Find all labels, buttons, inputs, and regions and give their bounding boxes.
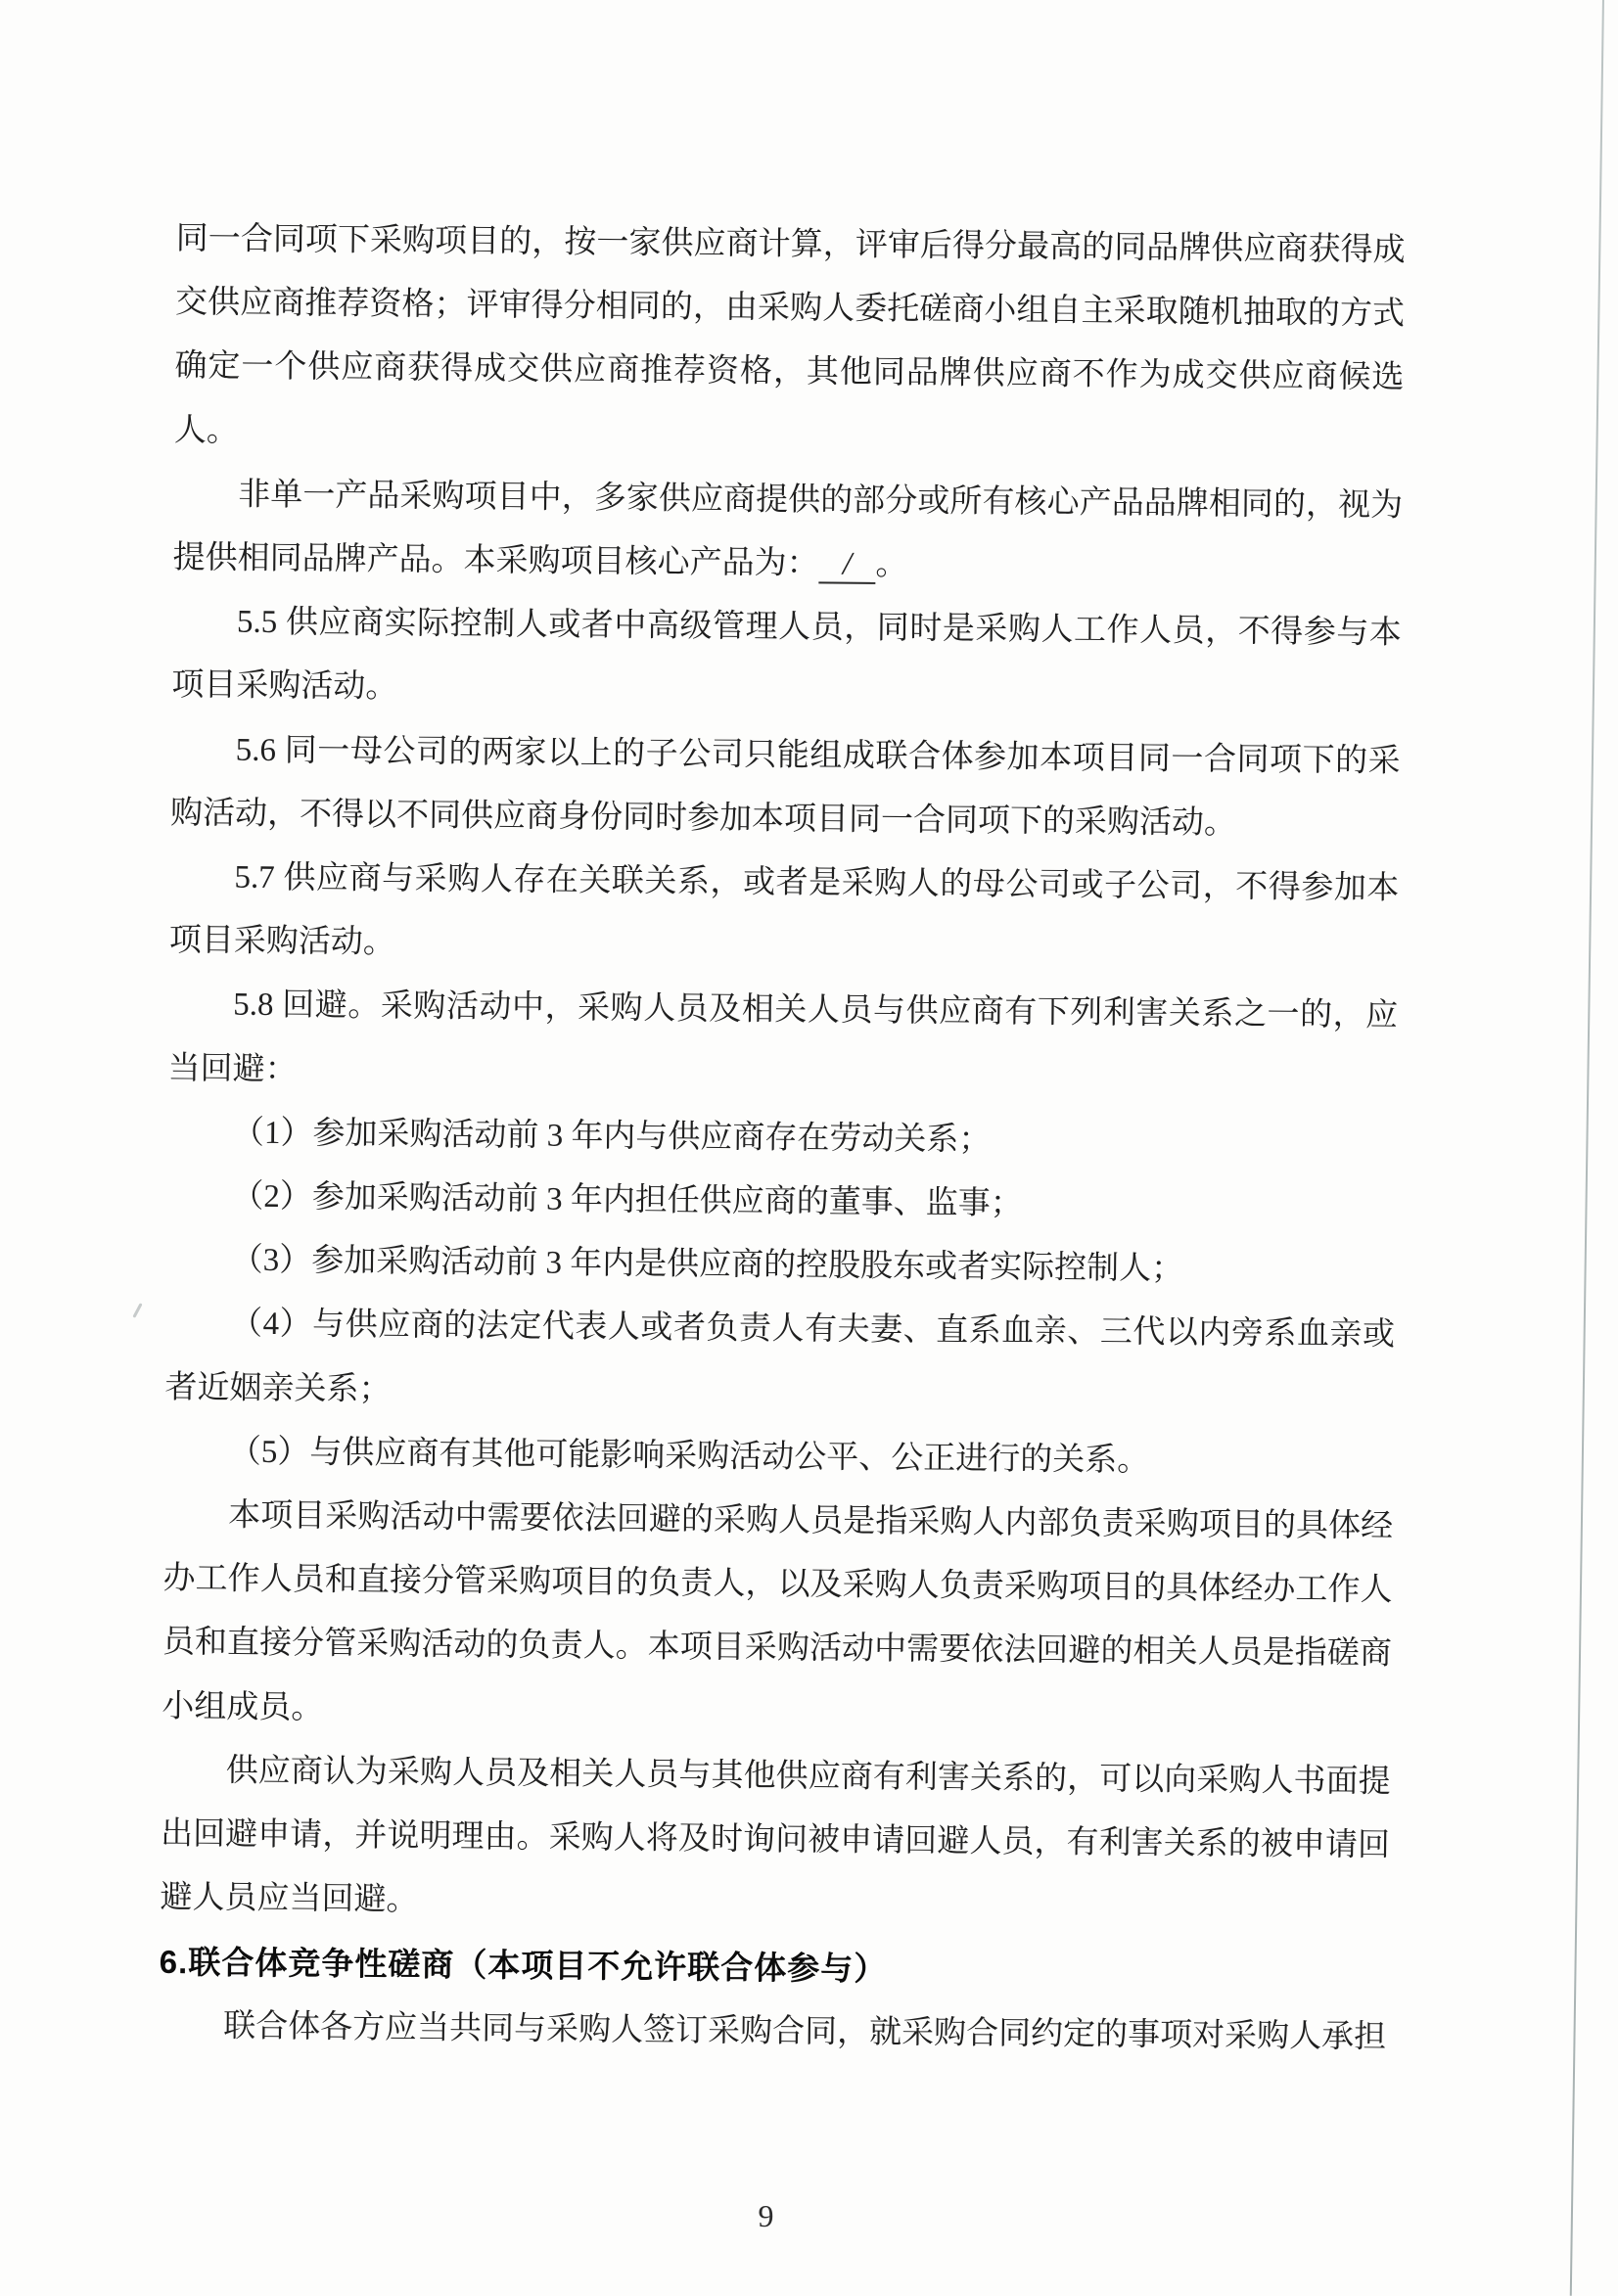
paragraph-recusal-personnel-definition: 本项目采购活动中需要依法回避的采购人员是指采购人内部负责采购项目的具体经办工作人员和直接分管采购项目的负责人，以及采购人负责采购项目的具体经办工作人员和直接分管采购活动的负责人。本项目采购活动中需要依法回避的相关人员是指磋商小组成员。 bbox=[162, 1497, 1394, 1726]
scan-artifact-speck bbox=[132, 1303, 142, 1318]
heading-section-6-consortium: 6.联合体竞争性磋商（本项目不允许联合体参与） bbox=[159, 1944, 888, 1988]
list-item-3: （3）参加采购活动前 3 年内是供应商的控股股东或者实际控制人； bbox=[230, 1242, 1184, 1288]
page-number: 9 bbox=[758, 2198, 774, 2233]
clause-5-5: 5.5 供应商实际控制人或者中高级管理人员，同时是采购人工作人员，不得参与本项目采购活动。 bbox=[171, 604, 1403, 706]
document-text-block bbox=[159, 207, 1406, 2070]
core-product-text-before: 非单一产品采购项目中，多家供应商提供的部分或所有核心产品品牌相同的，视为提供相同品牌产品。本采购项目核心产品为： bbox=[172, 477, 1404, 582]
paragraph-consortium-contract: 联合体各方应当共同与采购人签订采购合同，就采购合同约定的事项对采购人承担 bbox=[222, 2008, 1387, 2055]
list-item-2: （2）参加采购活动前 3 年内担任供应商的董事、监事； bbox=[231, 1178, 1023, 1222]
list-item-4: （4）与供应商的法定代表人或者负责人有夫妻、直系血亲、三代以内旁系血亲或者近姻亲关系； bbox=[164, 1307, 1396, 1407]
scan-artifact-edge-line bbox=[1570, 0, 1604, 2296]
paragraph-core-product bbox=[172, 463, 1403, 602]
core-product-blank-slash: / bbox=[818, 546, 875, 584]
paragraph-continuation-same-contract: 同一合同项下采购项目的，按一家供应商计算，评审后得分最高的同品牌供应商获得成交供应商推荐资格；评审得分相同的，由采购人委托磋商小组自主采取随机抽取的方式确定一个供应商获得成交供应商推荐资格，其他同品牌供应商不作为成交供应商候选人。 bbox=[173, 220, 1406, 449]
clause-5-6: 5.6 同一母公司的两家以上的子公司只能组成联合体参加本项目同一合同项下的采购活动，不得以不同供应商身份同时参加本项目同一合同项下的采购活动。 bbox=[169, 732, 1401, 842]
core-product-text-after: 。 bbox=[875, 546, 908, 583]
paragraph-recusal-application: 供应商认为采购人员及相关人员与其他供应商有利害关系的，可以向采购人书面提出回避申请，并说明理由。采购人将及时询问被申请回避人员，有利害关系的被申请回避人员应当回避。 bbox=[160, 1753, 1391, 1918]
clause-5-7: 5.7 供应商与采购人存在关联关系，或者是采购人的母公司或子公司，不得参加本项目采购活动。 bbox=[168, 859, 1400, 961]
clause-5-8-recusal: 5.8 回避。采购活动中，采购人员及相关人员与供应商有下列利害关系之一的，应当回避： bbox=[167, 987, 1399, 1087]
list-item-5: （5）与供应商有其他可能影响采购活动公平、公正进行的关系。 bbox=[228, 1434, 1150, 1479]
list-item-1: （1）参加采购活动前 3 年内与供应商存在劳动关系； bbox=[231, 1115, 992, 1158]
